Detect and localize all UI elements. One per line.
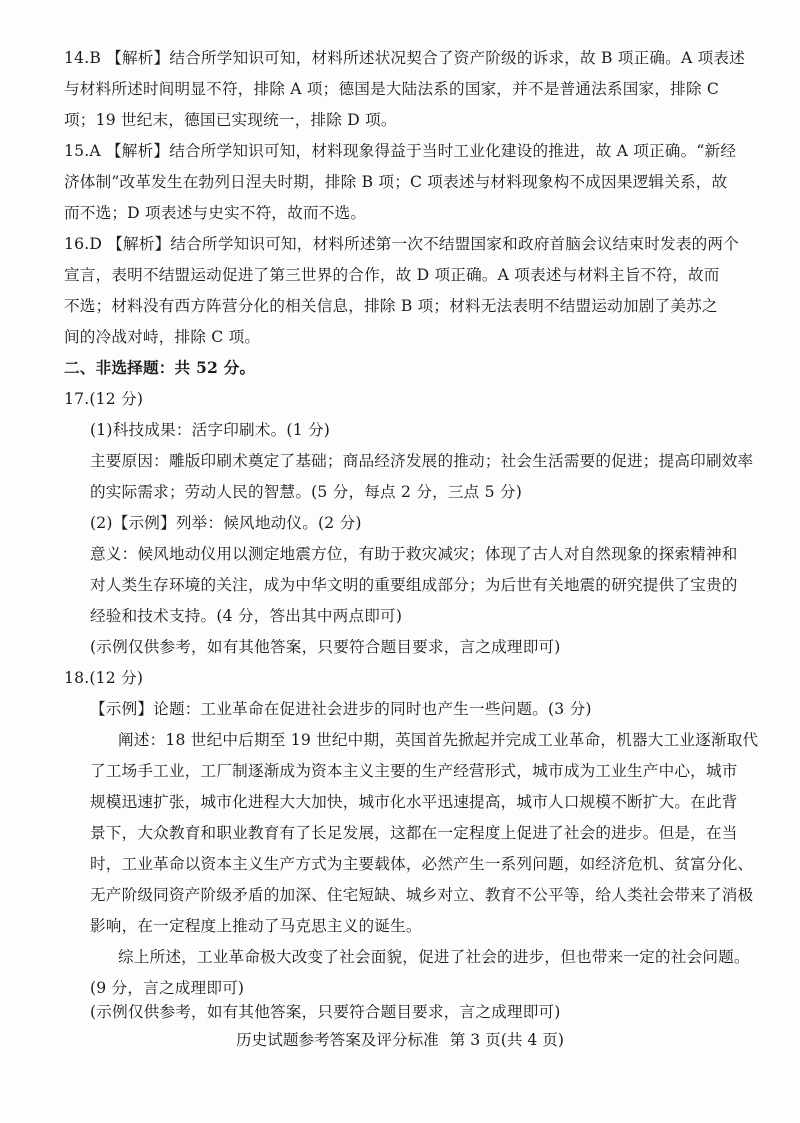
page-footer	[0, 1030, 800, 1050]
q16-line-2: 宣言，表明不结盟运动促进了第三世界的合作，故 D 项正确。A 项表述与材料主旨不符，故而	[64, 266, 720, 284]
footer-title: 历史试题参考答案及评分标准	[236, 1031, 439, 1049]
q17-line-3: 的实际需求；劳动人民的智慧。(5 分，每点 2 分，三点 5 分)	[90, 483, 522, 501]
q18-line-5: 景下，大众教育和职业教育有了长足发展，这都在一定程度上促进了社会的进步。但是，在当	[90, 824, 738, 842]
q18-line-11: (示例仅供参考，如有其他答案，只要符合题目要求，言之成理即可)	[90, 1003, 561, 1021]
q18-line-10: (9 分，言之成理即可)	[90, 979, 245, 997]
q17-line-1: (1)科技成果：活字印刷术。(1 分)	[90, 421, 331, 439]
q17-line-8: (示例仅供参考，如有其他答案，只要符合题目要求，言之成理即可)	[90, 638, 561, 656]
q16-line-1: 16.D 【解析】结合所学知识可知，材料所述第一次不结盟国家和政府首脑会议结束时发表的两个	[64, 235, 740, 253]
q18-line-2: 阐述：18 世纪中后期至 19 世纪中期，英国首先掀起并完成工业革命，机器大工业逐渐取代	[118, 731, 759, 749]
q18-line-7: 无产阶级同资产阶级矛盾的加深、住宅短缺、城乡对立、教育不公平等，给人类社会带来了消极	[90, 886, 754, 904]
q18-line-3: 了工场手工业，工厂制逐渐成为资本主义主要的生产经营形式，城市成为工业生产中心，城市	[90, 762, 738, 780]
section-title: 二、非选择题：共 52 分。	[64, 358, 256, 377]
q18-line-1: 【示例】论题：工业革命在促进社会进步的同时也产生一些问题。(3 分)	[90, 700, 592, 718]
q18-line-8: 影响，在一定程度上推动了马克思主义的诞生。	[90, 917, 422, 935]
q17-line-5: 意义：候风地动仪用以测定地震方位，有助于救灾减灾；体现了古人对自然现象的探索精神和	[90, 545, 738, 563]
q18-line-9: 综上所述，工业革命极大改变了社会面貌，促进了社会的进步，但也带来一定的社会问题。	[118, 948, 750, 966]
q17-line-6: 对人类生存环境的关注，成为中华文明的重要组成部分；为后世有关地震的研究提供了宝贵的	[90, 576, 738, 594]
q14-line-2: 与材料所述时间明显不符，排除 A 项；德国是大陆法系的国家，并不是普通法系国家，排除 C	[64, 80, 720, 98]
q15-line-1: 15.A 【解析】结合所学知识可知，材料现象得益于当时工业化建设的推进，故 A 项正确。“新经	[64, 142, 737, 160]
footer-page-number: 第 3 页(共 4 页)	[449, 1031, 564, 1049]
q16-line-3: 不选；材料没有西方阵营分化的相关信息，排除 B 项；材料无法表明不结盟运动加剧了美苏之	[64, 297, 718, 315]
q18-line-6: 时，工业革命以资本主义生产方式为主要载体，必然产生一系列问题，如经济危机、贫富分化、	[90, 855, 754, 873]
q15-line-2: 济体制”改革发生在勃列日涅夫时期，排除 B 项；C 项表述与材料现象构不成因果逻辑关系，故	[64, 173, 728, 191]
q18-line-4: 规模迅速扩张，城市化进程大大加快，城市化水平迅速提高，城市人口规模不断扩大。在此背	[90, 793, 738, 811]
q17-line-4: (2)【示例】列举：候风地动仪。(2 分)	[90, 514, 362, 532]
q17-line-2: 主要原因：雕版印刷术奠定了基础；商品经济发展的推动；社会生活需要的促进；提高印刷效率	[90, 452, 754, 470]
q14-line-3: 项；19 世纪末，德国已实现统一，排除 D 项。	[64, 111, 397, 129]
q16-line-4: 间的冷战对峙，排除 C 项。	[64, 328, 261, 346]
q17-header: 17.(12 分)	[64, 390, 144, 408]
q14-line-1: 14.B 【解析】结合所学知识可知，材料所述状况契合了资产阶级的诉求，故 B 项正确。A 项表述	[64, 49, 745, 67]
q18-header: 18.(12 分)	[64, 669, 144, 687]
q17-line-7: 经验和技术支持。(4 分，答出其中两点即可)	[90, 607, 403, 625]
q15-line-3: 而不选；D 项表述与史实不符，故而不选。	[64, 204, 367, 222]
